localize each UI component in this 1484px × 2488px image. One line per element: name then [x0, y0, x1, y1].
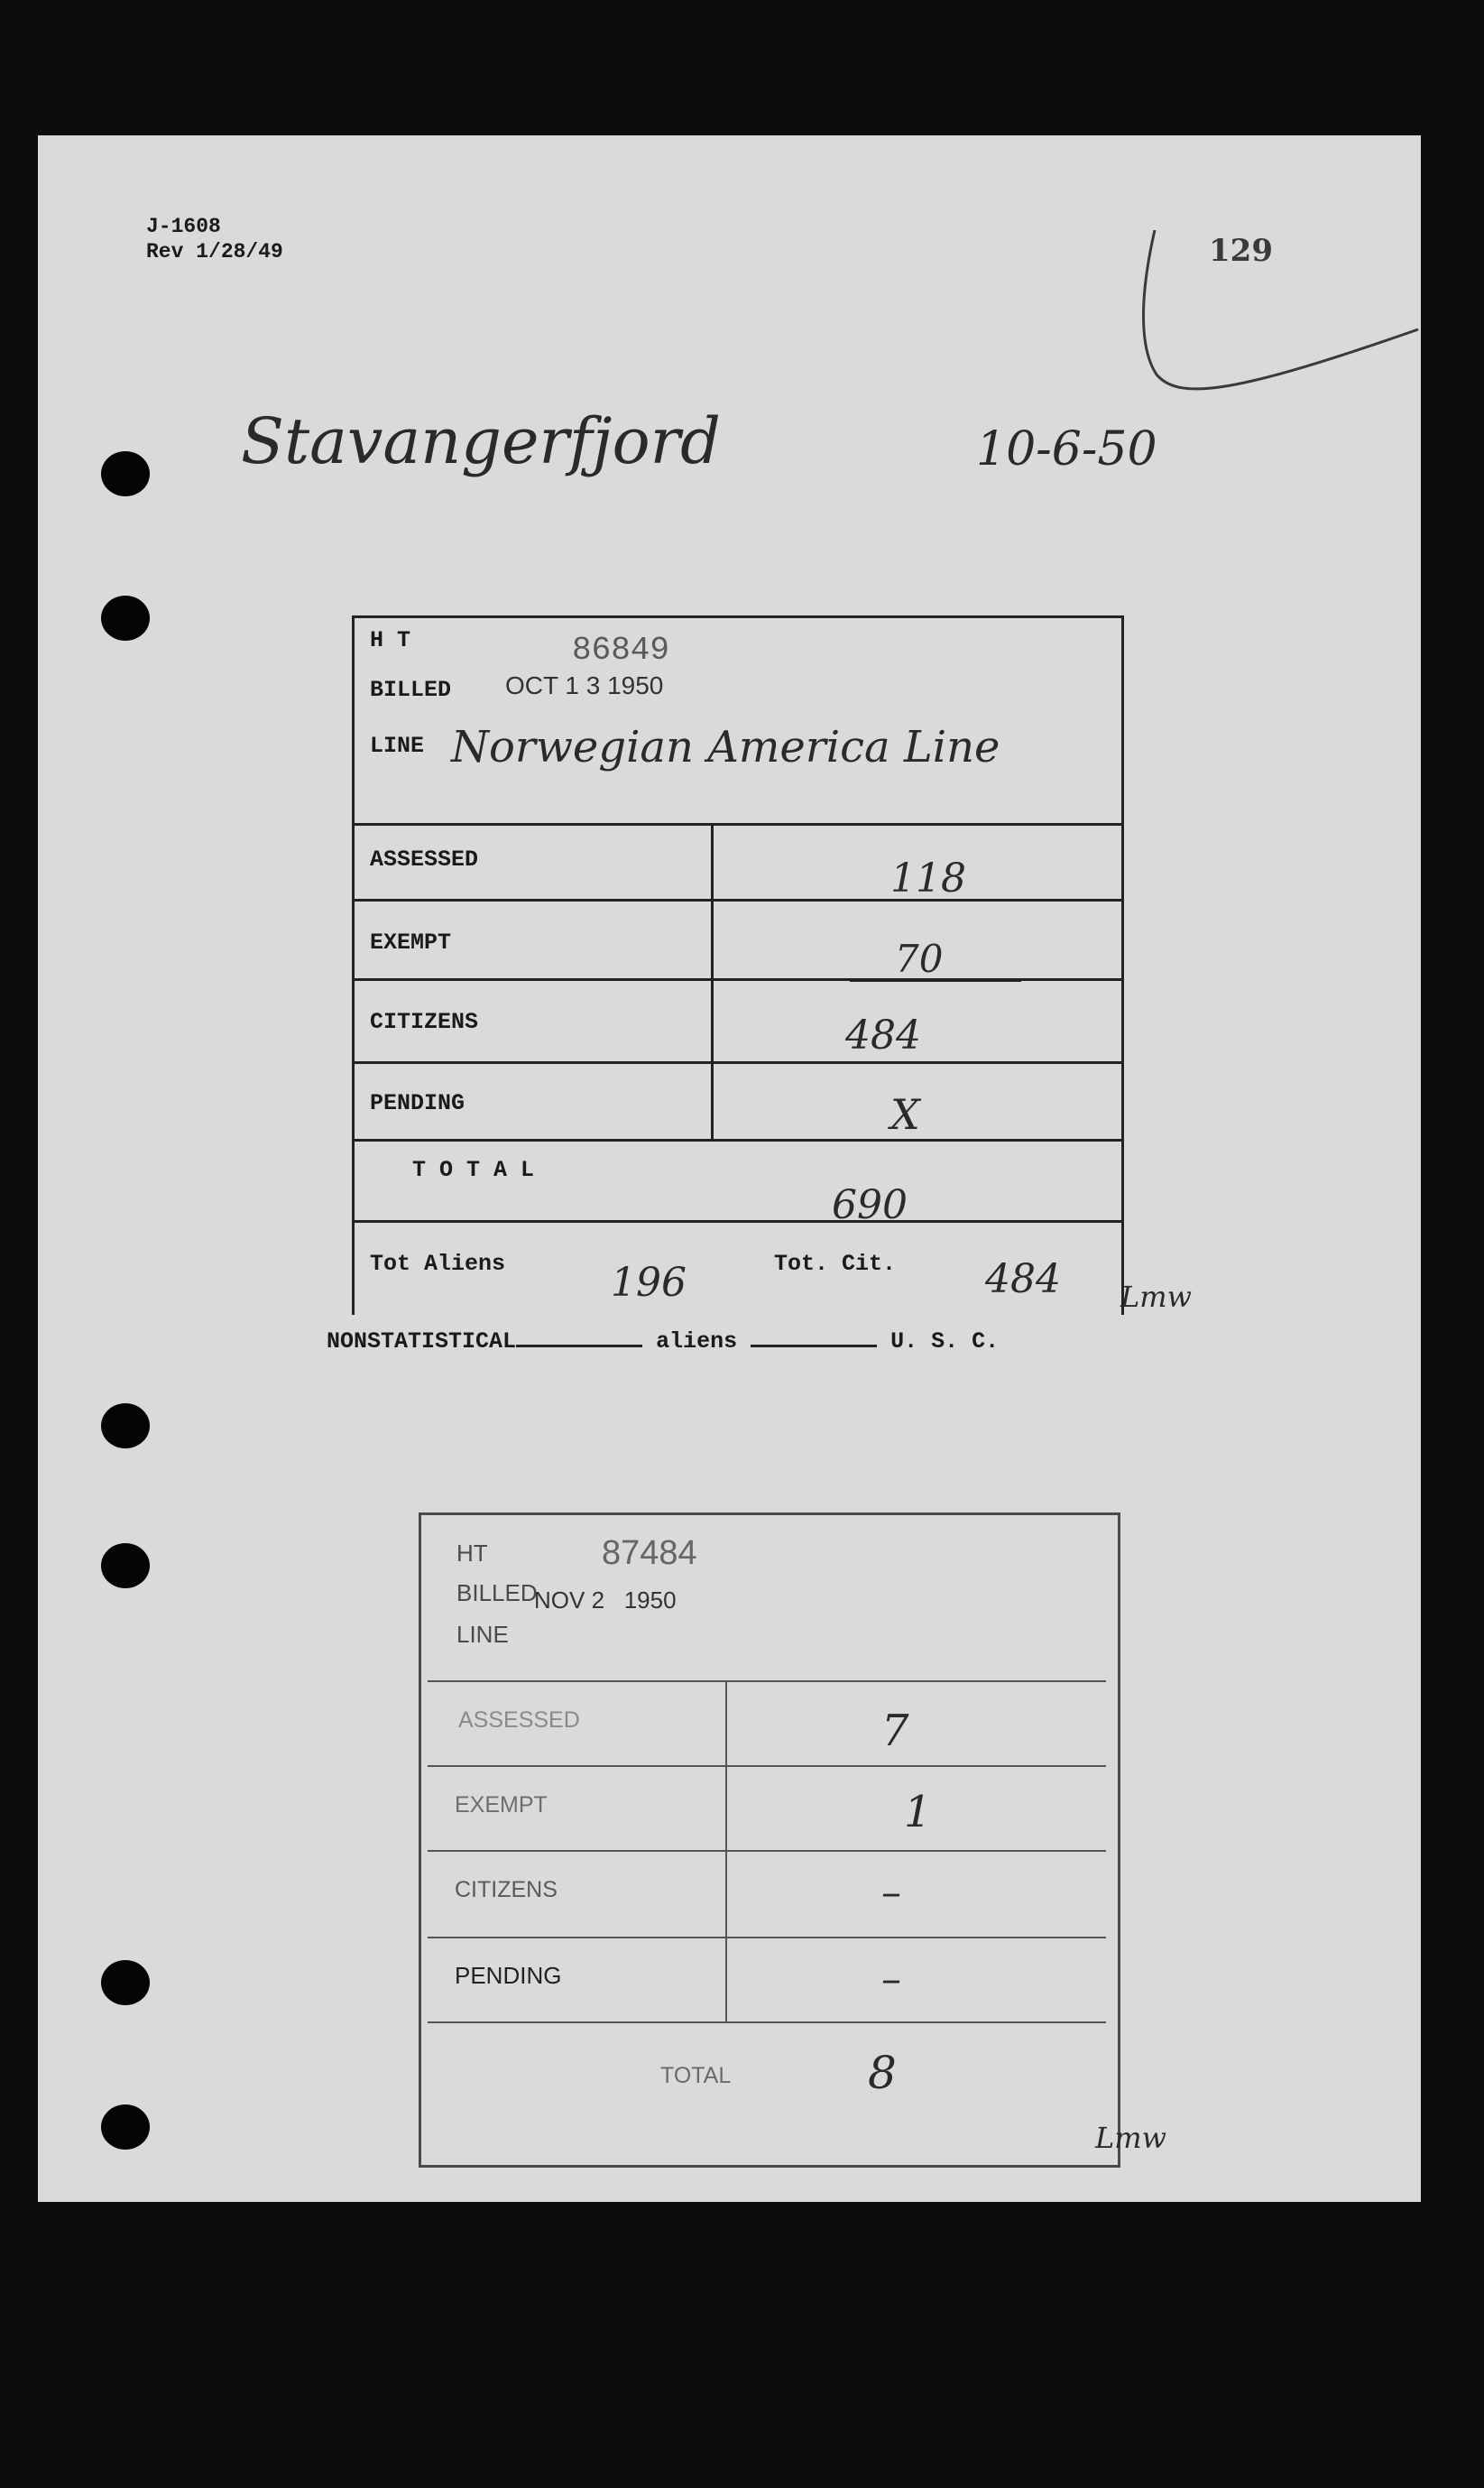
usc-label: U. S. C.	[890, 1328, 1000, 1355]
record1-ht-label: H T	[370, 627, 411, 653]
aliens-label: aliens	[656, 1328, 738, 1355]
punch-hole-5	[101, 1960, 150, 2005]
assessed-label: ASSESSED	[370, 846, 479, 873]
record2-divider	[428, 1765, 1106, 1767]
tot-aliens-value: 196	[611, 1260, 687, 1306]
citizens-label: CITIZENS	[370, 1009, 479, 1035]
record1-divider	[352, 1139, 1124, 1142]
record2-assessed-value: 7	[881, 1706, 909, 1756]
record2-total-value: 8	[868, 2047, 897, 2099]
record1-table	[352, 615, 1124, 1315]
record2-line-label: LINE	[456, 1621, 509, 1648]
record2-citizens-value: –	[881, 1870, 901, 1916]
exempt-underline	[850, 980, 1021, 982]
record1-ht-number: 86849	[572, 632, 670, 669]
record2-assessed-label: ASSESSED	[458, 1707, 580, 1733]
assessed-value: 118	[890, 856, 966, 902]
record2-initials: Lmw	[1095, 2121, 1166, 2155]
record1-divider	[352, 1220, 1124, 1223]
record1-divider	[352, 899, 1124, 902]
arrival-date: 10-6-50	[976, 422, 1157, 476]
record2-divider	[428, 2021, 1106, 2023]
record2-ht-label: HT	[456, 1540, 488, 1567]
form-revision: Rev 1/28/49	[146, 240, 283, 264]
record1-divider	[352, 1061, 1124, 1064]
total-label: T O T A L	[412, 1157, 535, 1183]
pending-label: PENDING	[370, 1090, 465, 1116]
nonstatistical-label: NONSTATISTICAL	[327, 1328, 517, 1355]
nonstatistical-line	[327, 1328, 999, 1355]
record1-line-name: Norwegian America Line	[451, 722, 1000, 772]
punch-hole-3	[101, 1403, 150, 1448]
document-sheet	[38, 135, 1421, 2202]
punch-hole-6	[101, 2104, 150, 2150]
record2-divider	[428, 1680, 1106, 1682]
record2-pending-value: –	[881, 1956, 901, 2002]
exempt-value: 70	[895, 937, 944, 981]
record1-billed-date: OCT 1 3 1950	[505, 671, 664, 699]
page-number: 129	[1209, 233, 1273, 269]
nonstatistical-blank	[516, 1345, 642, 1347]
punch-hole-2	[101, 596, 150, 641]
record2-table	[419, 1512, 1120, 2168]
record2-pending-label: PENDING	[455, 1962, 562, 1989]
total-value: 690	[832, 1182, 908, 1228]
record1-billed-label: BILLED	[370, 677, 452, 703]
ship-name: Stavangerfjord	[241, 404, 721, 478]
aliens-blank	[751, 1345, 877, 1347]
punch-hole-4	[101, 1543, 150, 1588]
pending-value: X	[890, 1090, 920, 1139]
record1-line-label: LINE	[370, 733, 425, 759]
tot-aliens-label: Tot Aliens	[370, 1251, 506, 1277]
record2-column-divider	[725, 1680, 727, 2021]
pencil-stroke	[1129, 230, 1427, 429]
record2-divider	[428, 1937, 1106, 1938]
record1-column-divider	[711, 823, 714, 1141]
record2-divider	[428, 1850, 1106, 1852]
record2-citizens-label: CITIZENS	[455, 1877, 558, 1902]
record2-exempt-label: EXEMPT	[455, 1792, 548, 1817]
record2-billed-label: BILLED	[456, 1579, 538, 1606]
record2-exempt-value: 1	[904, 1787, 932, 1837]
exempt-label: EXEMPT	[370, 930, 452, 956]
record2-ht-number: 87484	[602, 1534, 697, 1572]
punch-hole-1	[101, 451, 150, 496]
record2-total-label: TOTAL	[660, 2063, 732, 2088]
citizens-value: 484	[845, 1013, 921, 1059]
record1-divider	[352, 823, 1124, 826]
form-number: J-1608	[146, 215, 221, 238]
record1-initials: Lmw	[1120, 1280, 1192, 1314]
record2-billed-date: NOV 2 1950	[534, 1586, 677, 1614]
tot-cit-label: Tot. Cit.	[774, 1251, 897, 1277]
tot-cit-value: 484	[985, 1256, 1061, 1302]
